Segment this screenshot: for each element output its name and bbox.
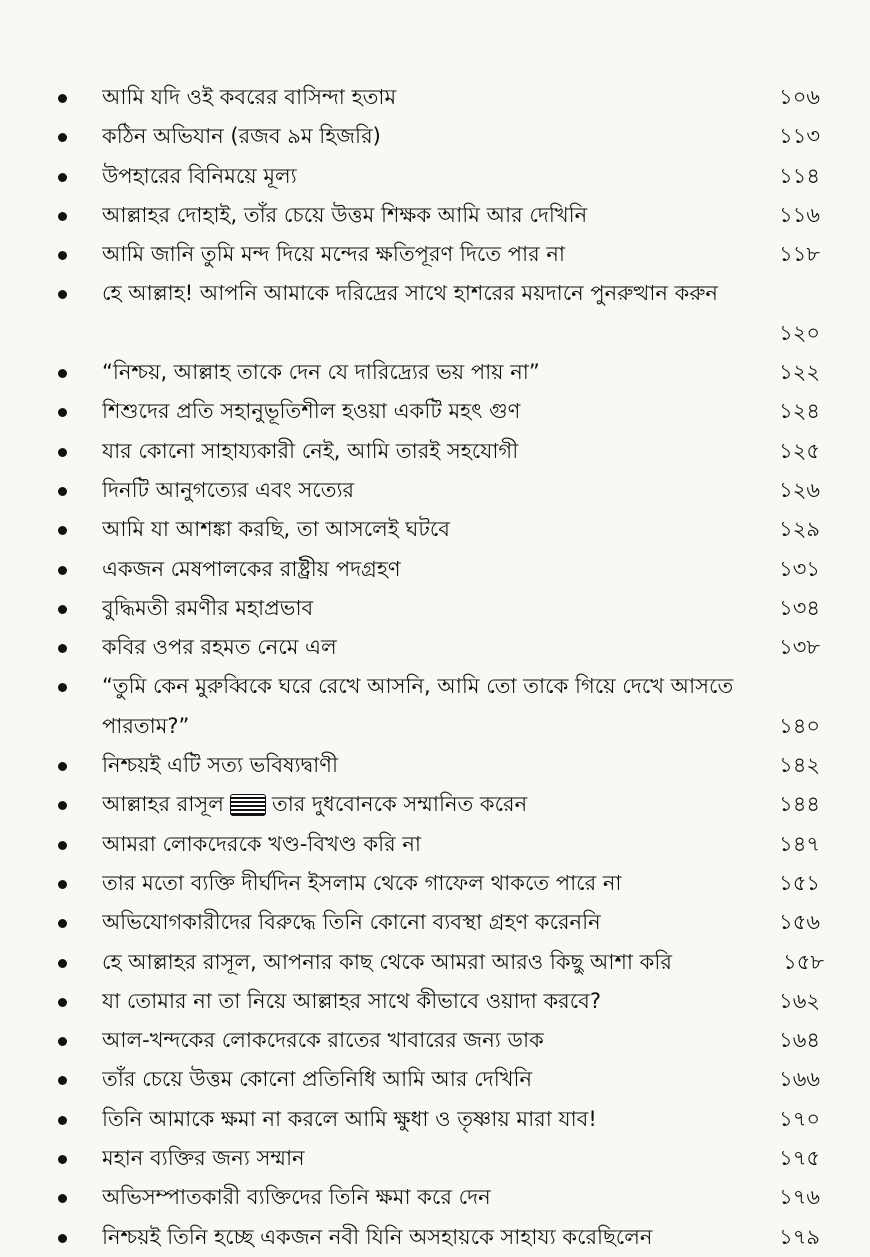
bullet-icon xyxy=(58,173,67,182)
toc-entry-title: “নিশ্চয়, আল্লাহ তাকে দেন যে দারিদ্র্যের ভয় পায় না” xyxy=(102,360,540,385)
toc-entry-page: ১৫১ xyxy=(779,870,820,895)
toc-entry-title: নিশ্চয়ই তিনি হচ্ছে একজন নবী যিনি অসহায়কে সাহায্য করেছিলেন xyxy=(102,1224,653,1249)
toc-entry-page: ১৬৬ xyxy=(779,1067,820,1092)
bullet-icon xyxy=(58,212,67,221)
toc-entry-page: ১৭০ xyxy=(779,1106,820,1131)
toc-entry-title: নিশ্চয়ই এটি সত্য ভবিষ্যদ্বাণী xyxy=(102,753,338,778)
bullet-icon xyxy=(58,526,67,535)
bullet-icon xyxy=(58,487,67,496)
toc-entry-page: ১১৮ xyxy=(779,242,820,267)
toc-entry-title xyxy=(102,785,757,824)
toc-entry-page: ১৪০ xyxy=(779,713,820,738)
toc-entry-page: ১২২ xyxy=(779,360,820,385)
toc-entry-page: ১০৬ xyxy=(779,85,820,109)
toc-entry-page: ১৪৪ xyxy=(779,792,820,817)
toc-entry-title: শিশুদের প্রতি সহানুভূতিশীল হওয়া একটি মহৎ গুণ xyxy=(102,399,521,424)
bullet-icon xyxy=(58,880,67,889)
bullet-icon xyxy=(58,1194,67,1203)
toc-entry xyxy=(0,825,870,864)
toc-entry-page: ১২৫ xyxy=(779,438,820,463)
toc-entry-page: ১২০ xyxy=(779,320,820,345)
bullet-icon xyxy=(58,133,67,142)
toc-entry-title: তাঁর চেয়ে উত্তম কোনো প্রতিনিধি আমি আর দেখিনি xyxy=(102,1067,533,1092)
bullet-icon xyxy=(58,448,67,457)
toc-entry-page: ১৩১ xyxy=(779,556,820,581)
toc-entry-page: ১৭৫ xyxy=(779,1146,820,1171)
toc-entry-title: তার মতো ব্যক্তি দীর্ঘদিন ইসলাম থেকে গাফেল থাকতে পারে না xyxy=(102,870,622,895)
toc-entry-page: ১৭৬ xyxy=(779,1185,820,1210)
toc-entry xyxy=(0,471,870,510)
toc-entry xyxy=(0,274,870,353)
toc-entry-page: ১২৯ xyxy=(779,517,820,542)
bullet-icon xyxy=(58,683,67,692)
toc-entry xyxy=(0,78,870,117)
toc-entry-page: ১৬৪ xyxy=(779,1028,820,1053)
toc-entry xyxy=(0,157,870,196)
toc-entry-title: অভিযোগকারীদের বিরুদ্ধে তিনি কোনো ব্যবস্থা গ্রহণ করেননি xyxy=(102,910,601,935)
toc-entry xyxy=(0,1060,870,1099)
toc-entry-page: ১৬২ xyxy=(779,988,820,1013)
toc-entry xyxy=(0,1178,870,1217)
bullet-icon xyxy=(58,369,67,378)
toc-entry xyxy=(0,1021,870,1060)
toc-entry-title: আমি জানি তুমি মন্দ দিয়ে মন্দের ক্ষতিপূরণ দিতে পার না xyxy=(102,242,565,267)
toc-entry-page: ১৪৭ xyxy=(779,831,820,856)
toc-entry xyxy=(0,982,870,1021)
toc-entry xyxy=(0,864,870,903)
toc-entry xyxy=(0,589,870,628)
bullet-icon xyxy=(58,801,67,810)
toc-entry-title-before: আল্লাহর রাসূল xyxy=(102,792,224,817)
toc-entry-title: যার কোনো সাহায্যকারী নেই, আমি তারই সহযোগী xyxy=(102,438,519,463)
toc-entry xyxy=(0,628,870,667)
toc-entry xyxy=(0,1100,870,1139)
toc-entry-page: ১৪২ xyxy=(779,753,820,778)
bullet-icon xyxy=(58,644,67,653)
toc-entry-title: আমি যদি ওই কবরের বাসিন্দা হতাম xyxy=(102,85,397,109)
toc-entry xyxy=(0,943,870,982)
toc-entry-title: হে আল্লাহ! আপনি আমাকে দরিদ্রের সাথে হাশরের ময়দানে পুনরুত্থান করুন xyxy=(102,281,718,306)
toc-entry-title: অভিসম্পাতকারী ব্যক্তিদের তিনি ক্ষমা করে দেন xyxy=(102,1185,491,1210)
toc-entry-title: আমরা লোকদেরকে খণ্ড-বিখণ্ড করি না xyxy=(102,831,421,856)
bullet-icon xyxy=(58,1155,67,1164)
toc-entry-title: উপহারের বিনিময়ে মূল্য xyxy=(102,163,297,188)
toc-entry-title: একজন মেষপালকের রাষ্ট্রীয় পদগ্রহণ xyxy=(102,556,401,581)
bullet-icon xyxy=(58,290,67,299)
bullet-icon xyxy=(58,1076,67,1085)
toc-entry-page: ১২৪ xyxy=(779,399,820,424)
toc-entry-title: দিনটি আনুগত্যের এবং সত্যের xyxy=(102,477,355,502)
toc-entry-title: তিনি আমাকে ক্ষমা না করলে আমি ক্ষুধা ও তৃষ্ণায় মারা যাব! xyxy=(102,1106,597,1131)
bullet-icon xyxy=(58,566,67,575)
toc-entry xyxy=(0,117,870,156)
toc-entry-title: হে আল্লাহর রাসূল, আপনার কাছ থেকে আমরা আরও কিছু আশা করি xyxy=(102,949,672,974)
toc-entry xyxy=(0,432,870,471)
toc-entry-title: “তুমি কেন মুরুব্বিকে ঘরে রেখে আসনি, আমি তো তাকে গিয়ে দেখে আসতে পারতাম?” xyxy=(102,674,734,738)
toc-entry-title: আল্লাহর দোহাই, তাঁর চেয়ে উত্তম শিক্ষক আমি আর দেখিনি xyxy=(102,202,588,227)
toc-entry-title-after: তার দুধবোনকে সম্মানিত করেন xyxy=(271,792,528,817)
toc-entry-page: ১৫৮ xyxy=(783,949,824,974)
bullet-icon xyxy=(58,1037,67,1046)
toc-entry-page: ১৫৬ xyxy=(779,910,820,935)
toc-entry xyxy=(0,353,870,392)
bullet-icon xyxy=(58,1116,67,1125)
bullet-icon xyxy=(58,94,67,103)
toc-entry-title: কবির ওপর রহমত নেমে এল xyxy=(102,635,337,660)
bullet-icon xyxy=(58,841,67,850)
toc-entry-page: ১১৬ xyxy=(779,202,820,227)
toc-entry xyxy=(0,746,870,785)
table-of-contents xyxy=(0,78,870,1257)
toc-entry xyxy=(0,785,870,824)
toc-entry-title: আমি যা আশঙ্কা করছি, তা আসলেই ঘটবে xyxy=(102,517,450,542)
toc-entry xyxy=(0,392,870,431)
toc-entry-page: ১২৬ xyxy=(779,477,820,502)
toc-entry xyxy=(0,510,870,549)
toc-entry-page: ১৩৮ xyxy=(779,635,820,660)
toc-entry xyxy=(0,235,870,274)
toc-entry xyxy=(0,1139,870,1178)
calligraphy-seal-icon xyxy=(230,794,266,816)
toc-entry-title: আল-খন্দকের লোকদেরকে রাতের খাবারের জন্য ডাক xyxy=(102,1028,544,1053)
toc-entry-page: ১১৩ xyxy=(779,124,820,149)
bullet-icon xyxy=(58,762,67,771)
toc-entry xyxy=(0,550,870,589)
bullet-icon xyxy=(58,408,67,417)
bullet-icon xyxy=(58,998,67,1007)
bullet-icon xyxy=(58,1234,67,1243)
toc-entry-title: বুদ্ধিমতী রমণীর মহাপ্রভাব xyxy=(102,595,314,620)
toc-entry-page: ১৩৪ xyxy=(779,595,820,620)
toc-entry-page: ১১৪ xyxy=(779,163,820,188)
toc-entry xyxy=(0,667,870,746)
toc-entry xyxy=(0,1218,870,1257)
toc-entry xyxy=(0,903,870,942)
bullet-icon xyxy=(58,251,67,260)
toc-entry-title: যা তোমার না তা নিয়ে আল্লাহর সাথে কীভাবে ওয়াদা করবে? xyxy=(102,988,601,1013)
bullet-icon xyxy=(58,919,67,928)
toc-entry-title: কঠিন অভিযান (রজব ৯ম হিজরি) xyxy=(102,124,381,149)
toc-entry-title: মহান ব্যক্তির জন্য সম্মান xyxy=(102,1146,305,1171)
toc-entry-page: ১৭৯ xyxy=(779,1224,820,1249)
bullet-icon xyxy=(58,959,67,968)
toc-entry xyxy=(0,196,870,235)
bullet-icon xyxy=(58,605,67,614)
